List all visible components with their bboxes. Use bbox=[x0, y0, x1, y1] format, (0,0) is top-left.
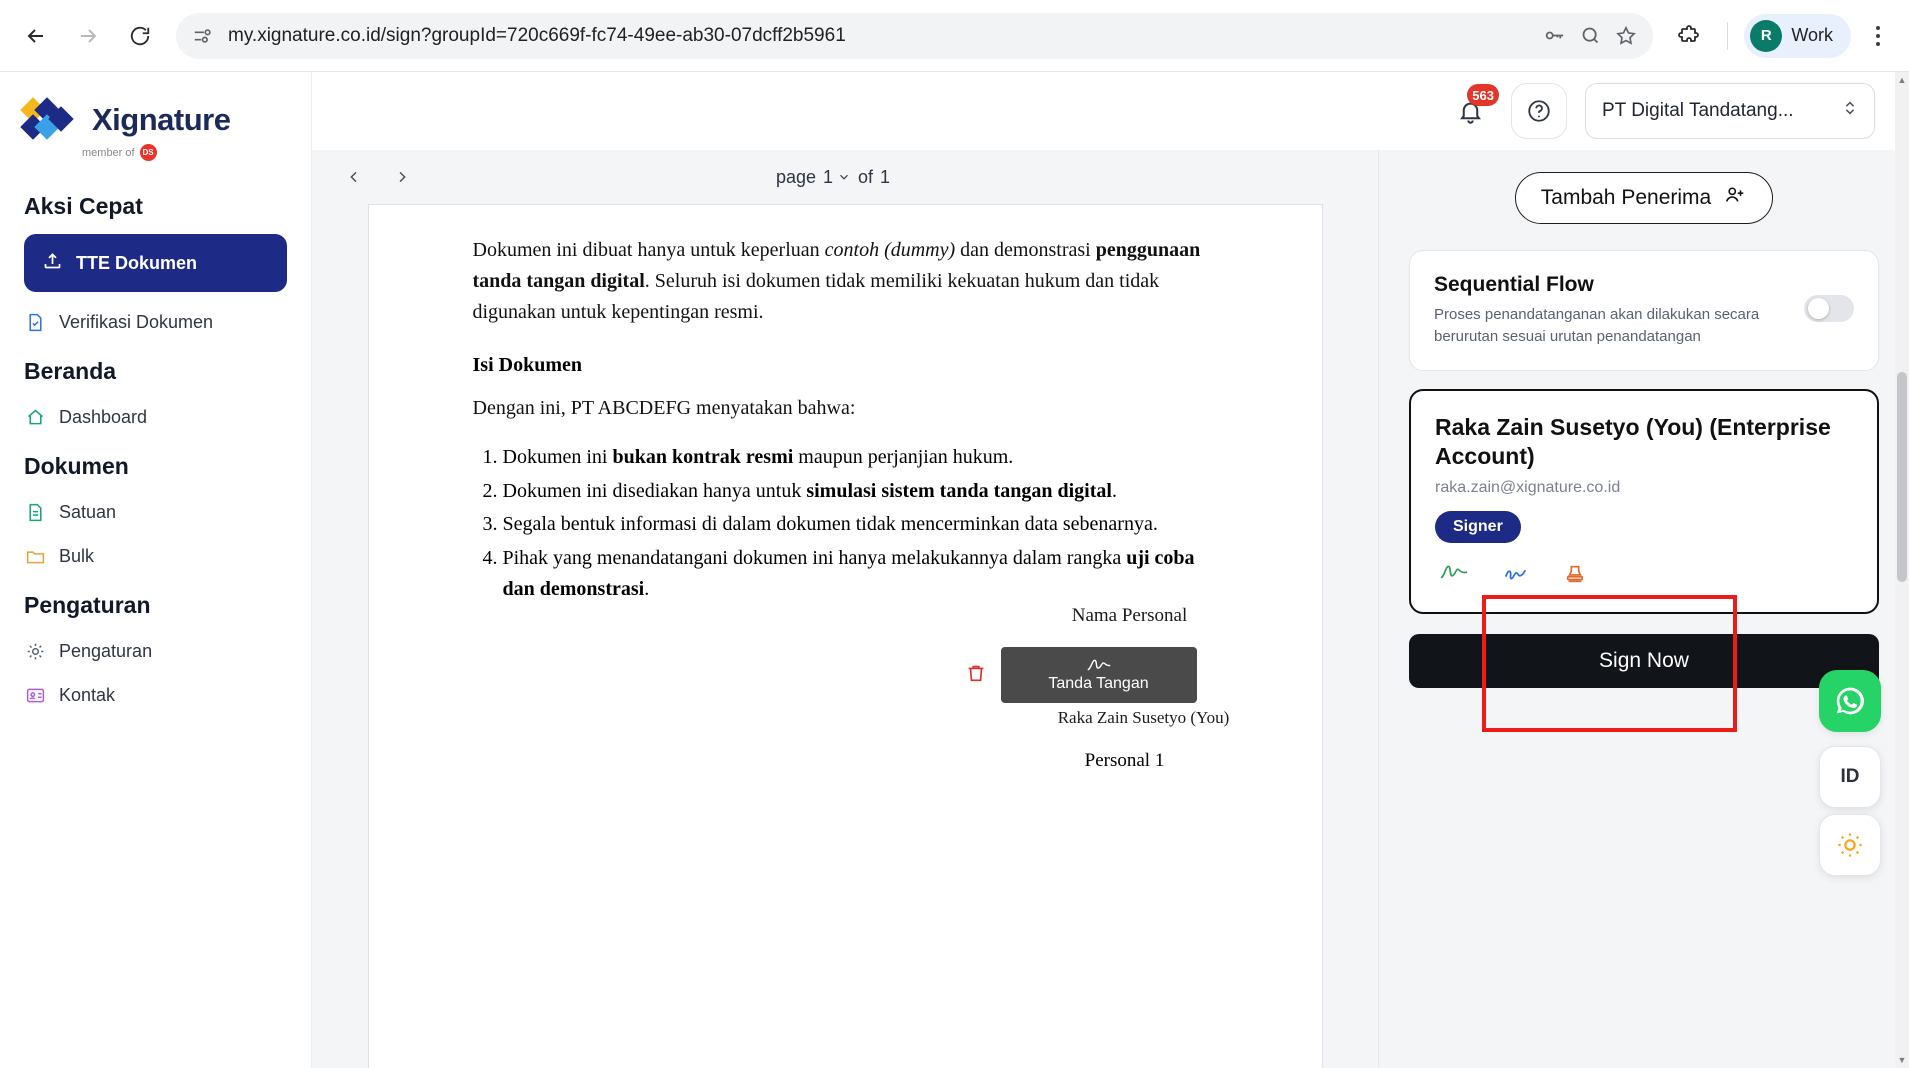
sidebar-item-bulk[interactable] bbox=[0, 534, 311, 578]
next-page-button[interactable] bbox=[388, 163, 416, 191]
document-intro-paragraph bbox=[473, 235, 1218, 328]
signer-email: raka.zain@xignature.co.id bbox=[1435, 479, 1621, 497]
intro-mid: dan demonstrasi bbox=[960, 239, 1091, 261]
app-root bbox=[0, 72, 1909, 1068]
item-pre: Dokumen ini disediakan hanya untuk bbox=[502, 479, 807, 502]
member-of-label: member of bbox=[82, 146, 135, 159]
signature-placement bbox=[965, 605, 1295, 772]
item-bold: uji coba dan demonstrasi bbox=[502, 546, 1195, 601]
add-recipient-label: Tambah Penerima bbox=[1540, 186, 1712, 209]
sidebar-item-dashboard[interactable] bbox=[0, 395, 311, 439]
toolbar-divider bbox=[1727, 22, 1728, 50]
verify-document-icon bbox=[24, 311, 46, 333]
back-button[interactable] bbox=[14, 14, 58, 58]
sidebar-item-label: Kontak bbox=[59, 684, 116, 705]
item-pre: Segala bentuk informasi di dalam dokumen tidak mencerminkan data sebenarnya. bbox=[502, 513, 1158, 536]
folder-icon bbox=[24, 545, 46, 567]
item-post: maupun perjanjian hukum. bbox=[793, 446, 1014, 468]
status-badge: Signer bbox=[1435, 511, 1521, 543]
initial-blue-icon[interactable] bbox=[1503, 563, 1529, 590]
sidebar-item-verifikasi-dokumen[interactable] bbox=[0, 300, 311, 344]
of-label: of bbox=[858, 166, 874, 187]
reload-icon bbox=[129, 25, 151, 47]
sequential-flow-toggle[interactable] bbox=[1804, 295, 1854, 322]
item-post: . bbox=[1111, 479, 1117, 502]
list-item bbox=[503, 509, 1218, 541]
sidebar-item-satuan[interactable] bbox=[0, 490, 311, 534]
sidebar-item-label: Pengaturan bbox=[59, 640, 153, 661]
help-button[interactable] bbox=[1511, 83, 1567, 139]
sidebar-item-tte-dokumen[interactable] bbox=[24, 234, 287, 292]
sidebar-item-label: TTE Dokumen bbox=[76, 252, 198, 273]
trash-icon[interactable] bbox=[965, 662, 987, 689]
item-pre: Dokumen ini bbox=[502, 446, 613, 468]
page-scrollbar[interactable] bbox=[1895, 72, 1909, 1068]
sign-now-label: Sign Now bbox=[1599, 649, 1689, 673]
intro-prefix: Dokumen ini dibuat hanya untuk keperluan bbox=[472, 239, 820, 261]
password-key-icon[interactable] bbox=[1543, 24, 1566, 47]
home-icon bbox=[24, 406, 46, 428]
viewer-toolbar bbox=[312, 150, 1378, 204]
organization-name: PT Digital Tandatang... bbox=[1602, 100, 1794, 121]
sidebar-item-label: Verifikasi Dokumen bbox=[59, 311, 214, 332]
signature-field-title: Nama Personal bbox=[1071, 605, 1188, 626]
language-label: ID bbox=[1840, 766, 1860, 787]
sidebar bbox=[0, 72, 312, 1068]
sidebar-item-pengaturan[interactable] bbox=[0, 629, 311, 673]
sidebar-section-aksi-cepat: Aksi Cepat bbox=[24, 193, 143, 219]
forward-arrow-icon bbox=[76, 24, 100, 48]
item-bold: simulasi sistem tanda tangan digital bbox=[806, 479, 1112, 502]
item-post: . bbox=[644, 578, 650, 601]
signature-row bbox=[965, 647, 1295, 703]
page-top-clip bbox=[369, 205, 1322, 227]
sequential-flow-description: Proses penandatanganan akan dilakukan secara berurutan sesuai urutan penandatangan bbox=[1434, 306, 1760, 345]
page-label: page bbox=[775, 166, 816, 187]
page-indicator bbox=[776, 167, 890, 188]
signature-footer: Personal 1 bbox=[1084, 750, 1165, 771]
star-icon[interactable] bbox=[1615, 25, 1637, 47]
stamp-orange-icon[interactable] bbox=[1563, 563, 1587, 590]
app-header bbox=[312, 72, 1909, 150]
previous-page-button[interactable] bbox=[340, 163, 368, 191]
gear-icon bbox=[24, 640, 46, 662]
back-arrow-icon bbox=[24, 24, 48, 48]
signer-card[interactable] bbox=[1409, 389, 1879, 615]
page-number: 1 bbox=[823, 166, 834, 187]
upload-document-icon bbox=[42, 250, 63, 276]
profile-label: Work bbox=[1791, 25, 1833, 45]
add-person-icon bbox=[1723, 184, 1747, 212]
intro-bold: penggunaan tanda tangan digital bbox=[472, 239, 1201, 292]
sidebar-section-beranda: Beranda bbox=[24, 358, 117, 384]
profile-chip[interactable] bbox=[1744, 14, 1851, 58]
signature-assignee: Raka Zain Susetyo (You) bbox=[1057, 708, 1230, 727]
item-pre: Pihak yang menandatangani dokumen ini hanya melakukannya dalam rangka bbox=[502, 546, 1127, 569]
organization-selector[interactable] bbox=[1585, 83, 1875, 139]
intro-rest: . Seluruh isi dokumen tidak memiliki kekuatan hukum dan tidak digunakan untuk kepentingan resmi. bbox=[472, 270, 1160, 323]
signer-tool-icons bbox=[1435, 563, 1853, 590]
single-document-icon bbox=[24, 501, 46, 523]
site-settings-icon[interactable] bbox=[192, 25, 214, 47]
sequential-flow-card bbox=[1409, 250, 1879, 371]
notifications-button[interactable] bbox=[1447, 88, 1493, 134]
signature-field-box[interactable] bbox=[1001, 647, 1197, 703]
main-area bbox=[312, 72, 1909, 1068]
browser-actions bbox=[1667, 14, 1895, 58]
address-bar[interactable] bbox=[176, 13, 1653, 59]
list-item bbox=[503, 476, 1218, 508]
signature-pen-icon bbox=[1086, 657, 1112, 674]
intro-italic: contoh (dummy) bbox=[824, 239, 956, 261]
sequential-flow-title: Sequential Flow bbox=[1434, 273, 1594, 296]
chevron-left-icon bbox=[346, 169, 362, 185]
add-recipient-button[interactable] bbox=[1515, 172, 1773, 224]
document-lead: Dengan ini, PT ABCDEFG menyatakan bahwa: bbox=[472, 397, 856, 419]
list-item bbox=[503, 442, 1218, 474]
browser-toolbar bbox=[0, 0, 1909, 72]
help-circle-icon bbox=[1526, 98, 1552, 124]
url-text: my.xignature.co.id/sign?groupId=720c669f-fc74-49ee-ab30-07dcff2b5961 bbox=[228, 24, 846, 46]
extensions-button[interactable] bbox=[1667, 14, 1711, 58]
sidebar-section-pengaturan: Pengaturan bbox=[24, 592, 151, 618]
forward-button[interactable] bbox=[66, 14, 110, 58]
xignature-logo-icon bbox=[24, 98, 78, 142]
chevron-right-icon bbox=[394, 169, 410, 185]
scrollbar-down-arrow[interactable]: ▼ bbox=[1897, 1055, 1907, 1065]
document-page[interactable] bbox=[368, 204, 1323, 1068]
browser-menu-button[interactable] bbox=[1861, 26, 1895, 46]
item-bold: bukan kontrak resmi bbox=[612, 446, 794, 468]
contact-card-icon bbox=[24, 684, 46, 706]
chevron-down-icon bbox=[837, 170, 851, 184]
signature-box-label: Tanda Tangan bbox=[1048, 675, 1149, 692]
signing-panel bbox=[1379, 150, 1909, 1068]
document-viewer bbox=[312, 150, 1379, 1068]
signature-green-icon[interactable] bbox=[1439, 563, 1469, 590]
sign-now-button[interactable] bbox=[1409, 634, 1879, 688]
sidebar-item-label: Dashboard bbox=[59, 406, 148, 427]
sidebar-item-kontak[interactable] bbox=[0, 673, 311, 717]
scrollbar-thumb[interactable] bbox=[1897, 372, 1907, 582]
sidebar-item-label: Bulk bbox=[59, 545, 95, 566]
member-of-row bbox=[82, 144, 311, 161]
app-logo[interactable] bbox=[0, 72, 311, 179]
document-heading: Isi Dokumen bbox=[472, 354, 582, 376]
reload-button[interactable] bbox=[118, 14, 162, 58]
document-list bbox=[473, 442, 1218, 606]
member-badge-icon: DS bbox=[140, 144, 157, 161]
zoom-search-icon[interactable] bbox=[1580, 25, 1601, 46]
page-total: 1 bbox=[880, 166, 891, 187]
signer-name: Raka Zain Susetyo (You) (Enterprise Account) bbox=[1435, 413, 1831, 470]
sidebar-section-dokumen: Dokumen bbox=[24, 453, 129, 479]
chevron-updown-icon bbox=[1842, 99, 1858, 123]
list-item bbox=[503, 543, 1218, 606]
sidebar-item-label: Satuan bbox=[59, 501, 117, 522]
scrollbar-up-arrow[interactable]: ▲ bbox=[1897, 75, 1907, 85]
extensions-puzzle-icon bbox=[1677, 24, 1701, 48]
logo-text: Xignature bbox=[92, 102, 231, 137]
avatar: R bbox=[1750, 20, 1782, 52]
page-number-select[interactable] bbox=[823, 167, 851, 188]
notification-count-badge: 563 bbox=[1467, 84, 1499, 106]
